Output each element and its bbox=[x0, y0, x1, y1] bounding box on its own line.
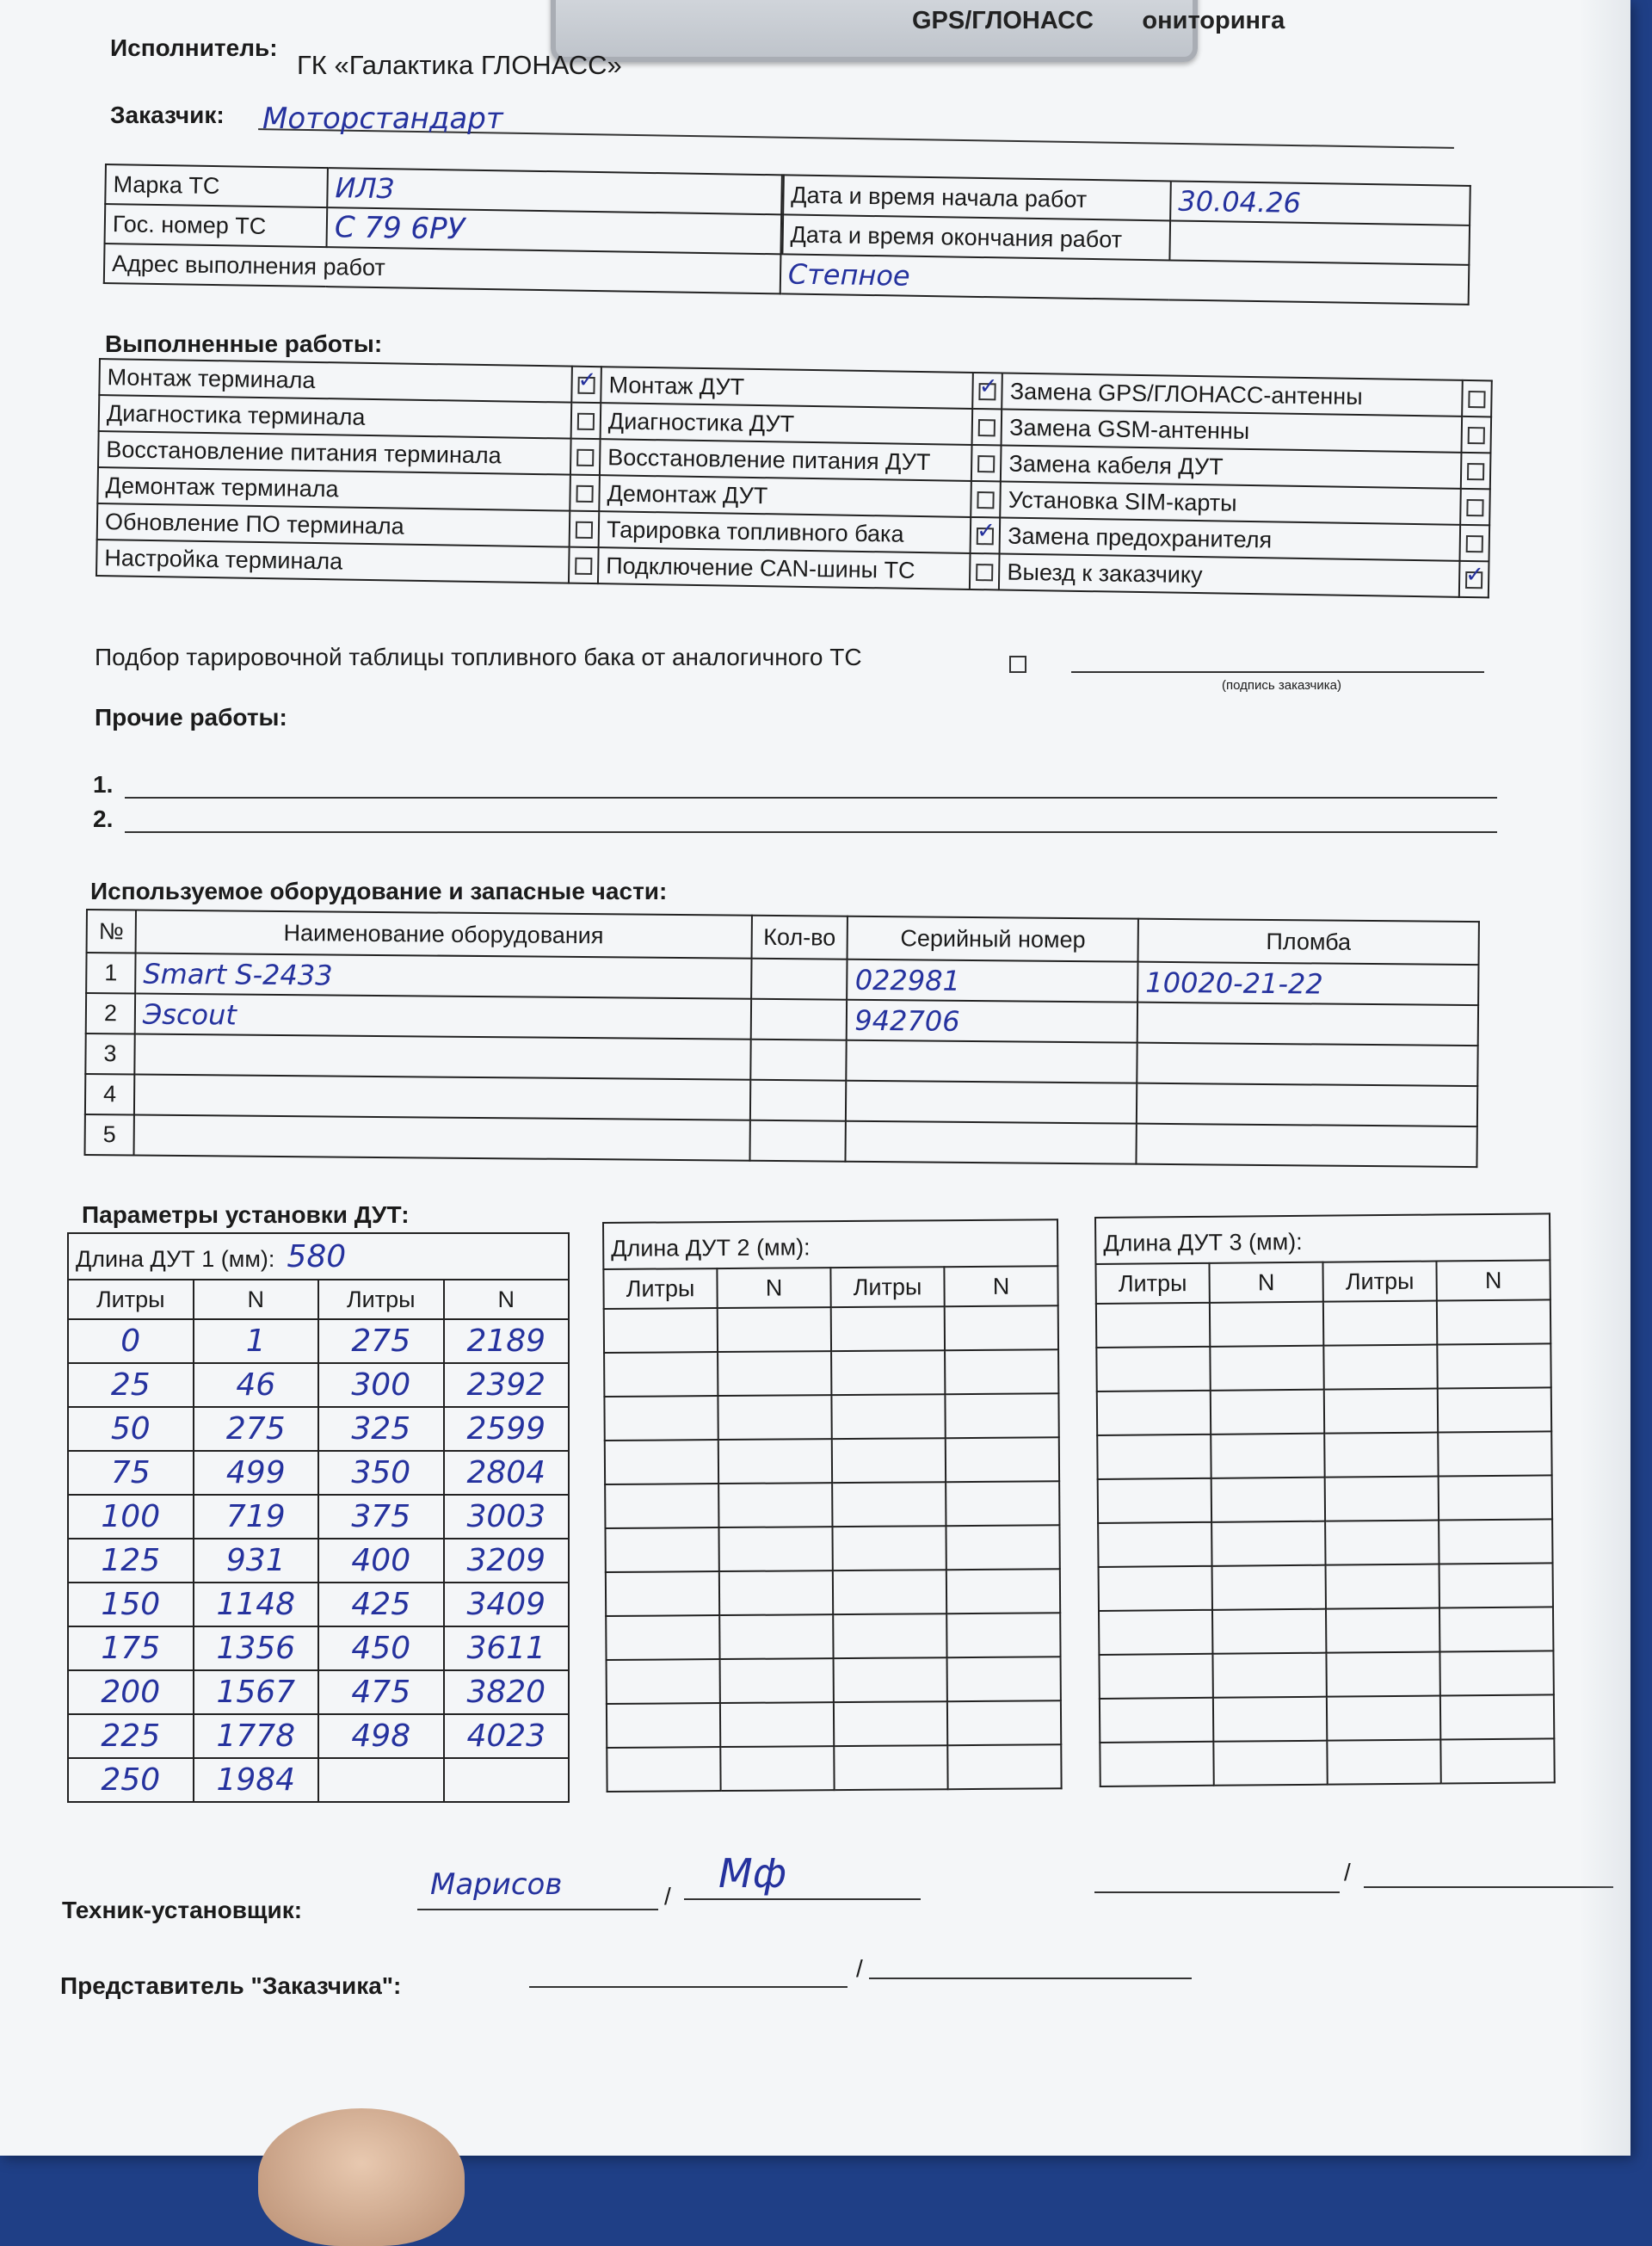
dut-header: Литры bbox=[830, 1267, 944, 1307]
table-row bbox=[605, 1525, 1059, 1572]
dut-length-label: Длина ДУТ 2 (мм): bbox=[611, 1234, 811, 1262]
equipment-cell bbox=[846, 1081, 1137, 1124]
table-row bbox=[606, 1569, 1060, 1616]
dut-cell: 2189 bbox=[444, 1319, 570, 1363]
work-checkbox[interactable] bbox=[1467, 427, 1484, 444]
dut-cell bbox=[607, 1659, 720, 1704]
customer-rep-signature-line bbox=[869, 1978, 1192, 1979]
equipment-cell bbox=[134, 1034, 750, 1080]
dut-cell bbox=[946, 1613, 1060, 1657]
dut-cell bbox=[1099, 1610, 1212, 1655]
work-label: Замена кабеля ДУТ bbox=[1001, 445, 1461, 488]
dut-cell: 719 bbox=[194, 1495, 319, 1539]
equipment-title: Используемое оборудование и запасные части: bbox=[90, 878, 667, 905]
dut-length-label: Длина ДУТ 3 (мм): bbox=[1103, 1228, 1303, 1256]
equipment-cell bbox=[1137, 1124, 1477, 1167]
dut-cell bbox=[1326, 1608, 1439, 1653]
table-row bbox=[606, 1613, 1060, 1660]
dut-cell bbox=[1437, 1343, 1550, 1388]
dut-cell: 125 bbox=[68, 1539, 194, 1583]
work-label: Установка SIM-карты bbox=[1001, 481, 1461, 524]
dut-header: N bbox=[944, 1266, 1057, 1306]
work-checkbox[interactable] bbox=[978, 419, 996, 436]
work-checkbox[interactable] bbox=[577, 412, 595, 429]
other-work-1-number: 1. bbox=[93, 771, 113, 799]
work-checkbox[interactable] bbox=[979, 383, 996, 400]
dut-header: Литры bbox=[1322, 1262, 1436, 1302]
dut-cell: 498 bbox=[318, 1714, 444, 1758]
equipment-cell bbox=[134, 1074, 750, 1120]
address-label: Адрес выполнения работ bbox=[104, 244, 780, 293]
dut-cell bbox=[1099, 1654, 1212, 1699]
dut-cell bbox=[1213, 1697, 1327, 1742]
contractor-value: ГК «Галактика ГЛОНАСС» bbox=[297, 50, 622, 81]
table-row bbox=[1099, 1607, 1553, 1655]
dut-cell bbox=[834, 1701, 947, 1746]
work-label: Восстановление питания ДУТ bbox=[600, 439, 972, 481]
work-checkbox[interactable] bbox=[1468, 391, 1485, 408]
dut-header: N bbox=[444, 1280, 570, 1319]
dut-cell bbox=[1326, 1564, 1439, 1609]
equipment-cell bbox=[751, 959, 848, 1000]
dut-cell: 150 bbox=[68, 1583, 194, 1626]
dut-length-value: 580 bbox=[287, 1239, 346, 1274]
dut-cell bbox=[605, 1440, 718, 1484]
equipment-cell bbox=[133, 1114, 749, 1160]
dut-cell bbox=[718, 1483, 832, 1527]
work-checkbox[interactable] bbox=[977, 491, 995, 509]
dut-cell bbox=[604, 1352, 718, 1397]
table-row bbox=[68, 1451, 569, 1495]
installer-signature: Мф bbox=[718, 1850, 786, 1897]
installer-name: Марисов bbox=[430, 1867, 562, 1902]
dut-header: Литры bbox=[603, 1268, 717, 1309]
dut-cell bbox=[1324, 1389, 1438, 1434]
vehicle-info-table bbox=[103, 164, 1471, 305]
dut-cell bbox=[605, 1484, 718, 1528]
dut-cell: 250 bbox=[68, 1758, 194, 1802]
extra-signature-line bbox=[1364, 1886, 1613, 1888]
table-row bbox=[1098, 1475, 1552, 1523]
dut-cell: 325 bbox=[318, 1407, 444, 1451]
dut-cell: 275 bbox=[318, 1319, 444, 1363]
table-row bbox=[1097, 1387, 1551, 1435]
start-value: 30.04.26 bbox=[1170, 181, 1470, 225]
equipment-cell bbox=[749, 1120, 846, 1162]
dut-cell bbox=[1439, 1651, 1553, 1695]
customer-rep-label: Представитель "Заказчика": bbox=[60, 1972, 401, 2000]
work-label: Замена GSM-антенны bbox=[1002, 409, 1462, 452]
dut-cell: 350 bbox=[318, 1451, 444, 1495]
work-checkbox[interactable] bbox=[1466, 499, 1483, 516]
dut-cell bbox=[1212, 1565, 1326, 1610]
equipment-cell bbox=[750, 1040, 847, 1081]
installer-name-line bbox=[417, 1909, 658, 1910]
dut-cell: 46 bbox=[194, 1363, 319, 1407]
equipment-cell bbox=[1137, 1083, 1477, 1126]
dut-cell bbox=[1211, 1434, 1324, 1478]
customer-signature-caption: (подпись заказчика) bbox=[1222, 678, 1341, 693]
dut-cell: 1 bbox=[194, 1319, 319, 1363]
equipment-cell: 2 bbox=[86, 993, 135, 1034]
dut-cell bbox=[1439, 1563, 1553, 1607]
customer-label: Заказчик: bbox=[110, 102, 225, 129]
other-work-2-line[interactable] bbox=[125, 831, 1497, 833]
address-value: Степное bbox=[780, 254, 1470, 305]
table-row bbox=[68, 1626, 569, 1670]
dut-cell bbox=[718, 1527, 832, 1571]
equipment-header: Пломба bbox=[1138, 919, 1479, 965]
table-row bbox=[607, 1700, 1061, 1748]
dut-cell bbox=[1211, 1478, 1325, 1522]
customer-signature-line bbox=[1071, 671, 1484, 673]
dut-cell bbox=[1210, 1346, 1323, 1391]
work-label: Монтаж терминала bbox=[99, 359, 571, 403]
contractor-label: Исполнитель: bbox=[110, 34, 278, 62]
work-label: Демонтаж терминала bbox=[97, 467, 570, 511]
table-row bbox=[605, 1437, 1059, 1484]
dut-cell: 1567 bbox=[194, 1670, 319, 1714]
work-checkbox[interactable] bbox=[1467, 463, 1484, 480]
dut-cell: 450 bbox=[318, 1626, 444, 1670]
dut-cell bbox=[946, 1437, 1059, 1482]
dut-header: N bbox=[194, 1280, 319, 1319]
work-checkbox[interactable] bbox=[577, 376, 595, 393]
equipment-cell bbox=[749, 1080, 846, 1121]
table-row bbox=[1099, 1651, 1553, 1699]
work-checkbox[interactable] bbox=[977, 528, 994, 545]
equipment-header: № bbox=[87, 910, 136, 953]
end-value bbox=[1169, 220, 1470, 264]
dut-cell bbox=[720, 1658, 834, 1703]
dut-cell bbox=[1439, 1607, 1553, 1651]
dut-cell bbox=[719, 1614, 833, 1659]
dut-cell bbox=[1440, 1694, 1554, 1739]
brand-value: ИЛЗ bbox=[327, 168, 781, 214]
dut-cell bbox=[1211, 1390, 1324, 1435]
equipment-cell: 942706 bbox=[847, 1000, 1137, 1043]
document-title: GPS/ГЛОНАСС ониторинга bbox=[912, 7, 1285, 35]
dut-cell bbox=[1097, 1435, 1211, 1479]
dut-cell bbox=[1212, 1653, 1326, 1698]
tank-table-label: Подбор тарировочной таблицы топливного бака от аналогичного ТС bbox=[95, 644, 862, 671]
dut-cell: 25 bbox=[68, 1363, 194, 1407]
work-label: Подключение CAN-шины ТС bbox=[598, 547, 971, 589]
dut-3-table bbox=[1094, 1212, 1556, 1787]
dut-cell: 425 bbox=[318, 1583, 444, 1626]
dut-cell bbox=[945, 1305, 1058, 1350]
dut-cell bbox=[834, 1745, 947, 1790]
equipment-cell bbox=[1137, 1043, 1477, 1086]
work-label: Обновление ПО терминала bbox=[97, 503, 570, 547]
start-label: Дата и время начала работ bbox=[783, 175, 1171, 220]
work-label: Тарировка топливного бака bbox=[599, 511, 971, 553]
dut-cell bbox=[945, 1393, 1058, 1438]
work-label: Диагностика терминала bbox=[99, 395, 571, 439]
dut-cell bbox=[947, 1657, 1061, 1701]
equipment-cell: 022981 bbox=[848, 959, 1138, 1003]
dut-cell: 1984 bbox=[194, 1758, 319, 1802]
table-row bbox=[607, 1744, 1061, 1792]
other-works-title: Прочие работы: bbox=[95, 704, 287, 731]
works-table bbox=[96, 358, 1493, 598]
dut-header: N bbox=[717, 1268, 830, 1308]
equipment-cell bbox=[847, 1040, 1137, 1083]
dut-cell: 400 bbox=[318, 1539, 444, 1583]
equipment-header: Серийный номер bbox=[848, 916, 1138, 962]
table-row bbox=[604, 1393, 1058, 1441]
dut-cell bbox=[1325, 1477, 1439, 1521]
dut-cell bbox=[833, 1614, 946, 1658]
dut-cell bbox=[604, 1396, 718, 1441]
installer-signature-line bbox=[684, 1898, 921, 1900]
dut-header: N bbox=[1436, 1260, 1550, 1300]
table-row bbox=[68, 1495, 569, 1539]
dut-cell: 3611 bbox=[444, 1626, 570, 1670]
dut-cell bbox=[831, 1306, 945, 1351]
work-label: Диагностика ДУТ bbox=[601, 403, 973, 445]
work-label: Выезд к заказчику bbox=[999, 553, 1459, 596]
table-row bbox=[68, 1714, 569, 1758]
other-work-2-number: 2. bbox=[93, 805, 113, 833]
work-checkbox[interactable] bbox=[977, 455, 995, 472]
dut-title: Параметры установки ДУТ: bbox=[82, 1201, 410, 1229]
dut-cell bbox=[946, 1525, 1059, 1570]
equipment-cell: 10020-21-22 bbox=[1137, 962, 1478, 1005]
table-row bbox=[1096, 1299, 1550, 1348]
dut-cell bbox=[1100, 1698, 1213, 1743]
dut-cell: 1778 bbox=[194, 1714, 319, 1758]
equipment-cell: 3 bbox=[85, 1034, 134, 1074]
dut-cell bbox=[832, 1482, 946, 1527]
dut-cell bbox=[1096, 1347, 1210, 1391]
dut-cell bbox=[834, 1657, 947, 1702]
dut-cell bbox=[1327, 1740, 1440, 1785]
dut-length-label: Длина ДУТ 1 (мм): bbox=[76, 1246, 274, 1272]
dut-cell bbox=[832, 1526, 946, 1570]
work-label: Настройка терминала bbox=[96, 540, 569, 583]
dut-cell bbox=[831, 1350, 945, 1395]
dut-cell: 100 bbox=[68, 1495, 194, 1539]
tank-table-checkbox[interactable] bbox=[1009, 656, 1026, 673]
dut-cell: 300 bbox=[318, 1363, 444, 1407]
dut-cell bbox=[1440, 1738, 1554, 1783]
dut-cell bbox=[1212, 1609, 1326, 1654]
dut-cell: 0 bbox=[68, 1319, 194, 1363]
equipment-header: Кол-во bbox=[751, 916, 848, 959]
dut-cell bbox=[945, 1349, 1058, 1394]
extra-name-line bbox=[1094, 1891, 1340, 1893]
dut-cell: 499 bbox=[194, 1451, 319, 1495]
table-row bbox=[68, 1407, 569, 1451]
brand-label: Марка ТС bbox=[105, 164, 328, 207]
dut-cell bbox=[947, 1744, 1061, 1789]
dut-cell bbox=[720, 1702, 834, 1747]
table-row bbox=[1096, 1343, 1550, 1391]
dut-cell bbox=[1096, 1303, 1210, 1348]
work-checkbox[interactable] bbox=[1465, 535, 1482, 552]
table-row bbox=[1098, 1519, 1552, 1567]
dut-cell bbox=[1326, 1652, 1439, 1697]
dut-cell: 3003 bbox=[444, 1495, 570, 1539]
work-label: Замена предохранителя bbox=[1000, 517, 1460, 560]
dut-cell: 4023 bbox=[444, 1714, 570, 1758]
table-row bbox=[68, 1758, 569, 1802]
customer-rep-name-line bbox=[529, 1986, 848, 1988]
installer-label: Техник-установщик: bbox=[62, 1897, 302, 1924]
dut-2-table bbox=[602, 1219, 1063, 1792]
plate-value: С 79 6РУ bbox=[327, 207, 781, 254]
work-checkbox[interactable] bbox=[1465, 571, 1482, 589]
dut-cell bbox=[1100, 1742, 1213, 1786]
equipment-header: Наименование оборудования bbox=[136, 910, 752, 959]
dut-cell bbox=[1325, 1521, 1439, 1565]
dut-cell bbox=[1438, 1431, 1551, 1476]
end-label: Дата и время окончания работ bbox=[782, 214, 1170, 260]
dut-cell bbox=[1323, 1345, 1437, 1390]
dut-cell bbox=[1097, 1391, 1211, 1435]
dut-cell bbox=[718, 1439, 832, 1484]
table-row bbox=[68, 1363, 569, 1407]
dut-cell bbox=[718, 1395, 831, 1440]
equipment-cell: 4 bbox=[85, 1074, 134, 1114]
dut-cell: 2804 bbox=[444, 1451, 570, 1495]
dut-cell bbox=[833, 1570, 946, 1614]
dut-cell: 1356 bbox=[194, 1626, 319, 1670]
plate-label: Гос. номер ТС bbox=[105, 204, 328, 247]
work-checkbox[interactable] bbox=[576, 448, 594, 466]
table-row bbox=[68, 1539, 569, 1583]
work-checkbox[interactable] bbox=[976, 564, 993, 581]
dut-cell bbox=[606, 1615, 719, 1660]
dut-cell bbox=[946, 1569, 1060, 1614]
equipment-cell bbox=[846, 1121, 1137, 1164]
dut-header: N bbox=[1209, 1262, 1322, 1303]
dut-cell: 3209 bbox=[444, 1539, 570, 1583]
work-checkbox[interactable] bbox=[576, 521, 593, 538]
dut-cell bbox=[831, 1394, 945, 1439]
dut-cell bbox=[1327, 1696, 1440, 1741]
dut-cell: 1148 bbox=[194, 1583, 319, 1626]
dut-cell: 75 bbox=[68, 1451, 194, 1495]
dut-cell bbox=[318, 1758, 444, 1802]
dut-cell bbox=[1210, 1302, 1323, 1347]
dut-cell bbox=[1439, 1475, 1552, 1520]
dut-cell: 50 bbox=[68, 1407, 194, 1451]
table-row bbox=[68, 1670, 569, 1714]
dut-cell bbox=[1098, 1478, 1211, 1523]
dut-cell: 275 bbox=[194, 1407, 319, 1451]
dut-cell: 375 bbox=[318, 1495, 444, 1539]
table-row bbox=[1100, 1694, 1554, 1743]
dut-header: Литры bbox=[1095, 1263, 1209, 1304]
work-label: Демонтаж ДУТ bbox=[599, 475, 971, 517]
dut-cell bbox=[604, 1308, 718, 1353]
dut-cell bbox=[1098, 1522, 1211, 1567]
equipment-cell bbox=[1137, 1003, 1478, 1046]
dut-cell bbox=[1211, 1521, 1325, 1566]
customer-value: Моторстандарт bbox=[262, 102, 503, 136]
table-row bbox=[605, 1481, 1059, 1528]
other-work-1-line[interactable] bbox=[125, 797, 1497, 799]
dut-cell: 3820 bbox=[444, 1670, 570, 1714]
dut-cell bbox=[719, 1570, 833, 1615]
dut-cell: 2599 bbox=[444, 1407, 570, 1451]
dut-cell bbox=[606, 1571, 719, 1616]
works-title: Выполненные работы: bbox=[105, 330, 382, 358]
dut-cell bbox=[1324, 1433, 1438, 1478]
equipment-table bbox=[83, 909, 1479, 1168]
dut-cell bbox=[607, 1703, 720, 1748]
equipment-cell: 1 bbox=[86, 953, 135, 993]
dut-header: Литры bbox=[318, 1280, 444, 1319]
dut-1-table bbox=[67, 1232, 570, 1803]
equipment-cell bbox=[750, 999, 847, 1040]
dut-cell bbox=[1439, 1519, 1552, 1564]
dut-cell: 931 bbox=[194, 1539, 319, 1583]
table-row bbox=[607, 1657, 1061, 1704]
table-row bbox=[1100, 1738, 1554, 1786]
dut-cell: 200 bbox=[68, 1670, 194, 1714]
dut-cell: 475 bbox=[318, 1670, 444, 1714]
dut-cell: 3409 bbox=[444, 1583, 570, 1626]
dut-cell bbox=[720, 1746, 834, 1791]
dut-cell bbox=[718, 1307, 831, 1352]
dut-cell: 175 bbox=[68, 1626, 194, 1670]
dut-cell bbox=[946, 1481, 1059, 1526]
dut-cell bbox=[1437, 1299, 1550, 1344]
table-row bbox=[68, 1319, 569, 1363]
work-checkbox[interactable] bbox=[576, 484, 593, 502]
table-row bbox=[604, 1305, 1058, 1353]
work-label: Восстановление питания терминала bbox=[98, 431, 570, 475]
dut-cell bbox=[444, 1758, 570, 1802]
table-row bbox=[68, 1583, 569, 1626]
dut-cell: 225 bbox=[68, 1714, 194, 1758]
equipment-cell: Smart S-2433 bbox=[135, 953, 751, 999]
dut-cell bbox=[605, 1527, 718, 1572]
dut-cell bbox=[1213, 1741, 1327, 1786]
dut-cell bbox=[832, 1438, 946, 1483]
thumb bbox=[258, 2108, 465, 2246]
equipment-cell: 5 bbox=[85, 1114, 134, 1155]
work-checkbox[interactable] bbox=[575, 557, 592, 574]
work-label: Монтаж ДУТ bbox=[601, 367, 973, 409]
table-row bbox=[1099, 1563, 1553, 1611]
dut-cell bbox=[1099, 1566, 1212, 1611]
dut-header: Литры bbox=[68, 1280, 194, 1319]
document-page: GPS/ГЛОНАСС ониторинга Исполнитель: ГК «Галактика ГЛОНАСС» Заказчик: Моторстандарт Марка ТС ИЛЗ Дата и время начала работ 30.04.26 Гос. номер ТС С 79 6РУ Дата и время окончания работ Адрес выполнения работ Степное Выполненные работы: Монтаж терминала ✓ Монтаж ДУТ ✓ Замена GPS/ГЛОНАСС-антенны Диагностика терминала Диагностика ДУТ Замена GSM-антенны Восстановление питания терминала Восстановление питания ДУТ Замена кабеля ДУТ Демонтаж терминала Демонтаж ДУТ Установка SIM-карты Обновление ПО терминала Тарировка топливного бака ✓ Замена предохранителя Настройка терминала Подключение CAN-шины ТС Выезд к заказчику ✓ Подбор тарировочной таблицы топливного бака от аналогичного ТС (подпись заказчика) Прочие работы: 1. 2. Используемое оборудование и запасные части: № Наименование оборудования Кол-во Серийный номер Пломба 1 Smart S-2433 022981 10020-21-22 2 Эscout 942706 3 4 5 Параметры установки ДУТ: Длина ДУТ 1 (мм): 580 Литры N Литры N 0 1 275 2189 25 46 300 2392 50 275 325 2599 75 499 350 2804 100 719 375 3003 125 931 400 3209 150 1148 425 3409 175 1356 450 3611 200 1567 475 3820 225 1778 498 4023 250 1984 Длина ДУТ 2 (мм): Литры N Литры N Длина ДУТ 3 (мм): Литры N Литры N Техник-установщик: Марисов / Мф / Представитель "Заказчика": / bbox=[0, 0, 1630, 2156]
table-row bbox=[1097, 1431, 1551, 1479]
dut-cell bbox=[1438, 1387, 1551, 1432]
equipment-cell: Эscout bbox=[135, 994, 751, 1040]
work-label: Замена GPS/ГЛОНАСС-антенны bbox=[1002, 373, 1463, 416]
dut-cell bbox=[607, 1747, 720, 1792]
dut-cell bbox=[718, 1351, 831, 1396]
dut-cell bbox=[947, 1700, 1061, 1745]
table-row bbox=[604, 1349, 1058, 1397]
dut-cell bbox=[1323, 1301, 1437, 1346]
dut-cell: 2392 bbox=[444, 1363, 570, 1407]
